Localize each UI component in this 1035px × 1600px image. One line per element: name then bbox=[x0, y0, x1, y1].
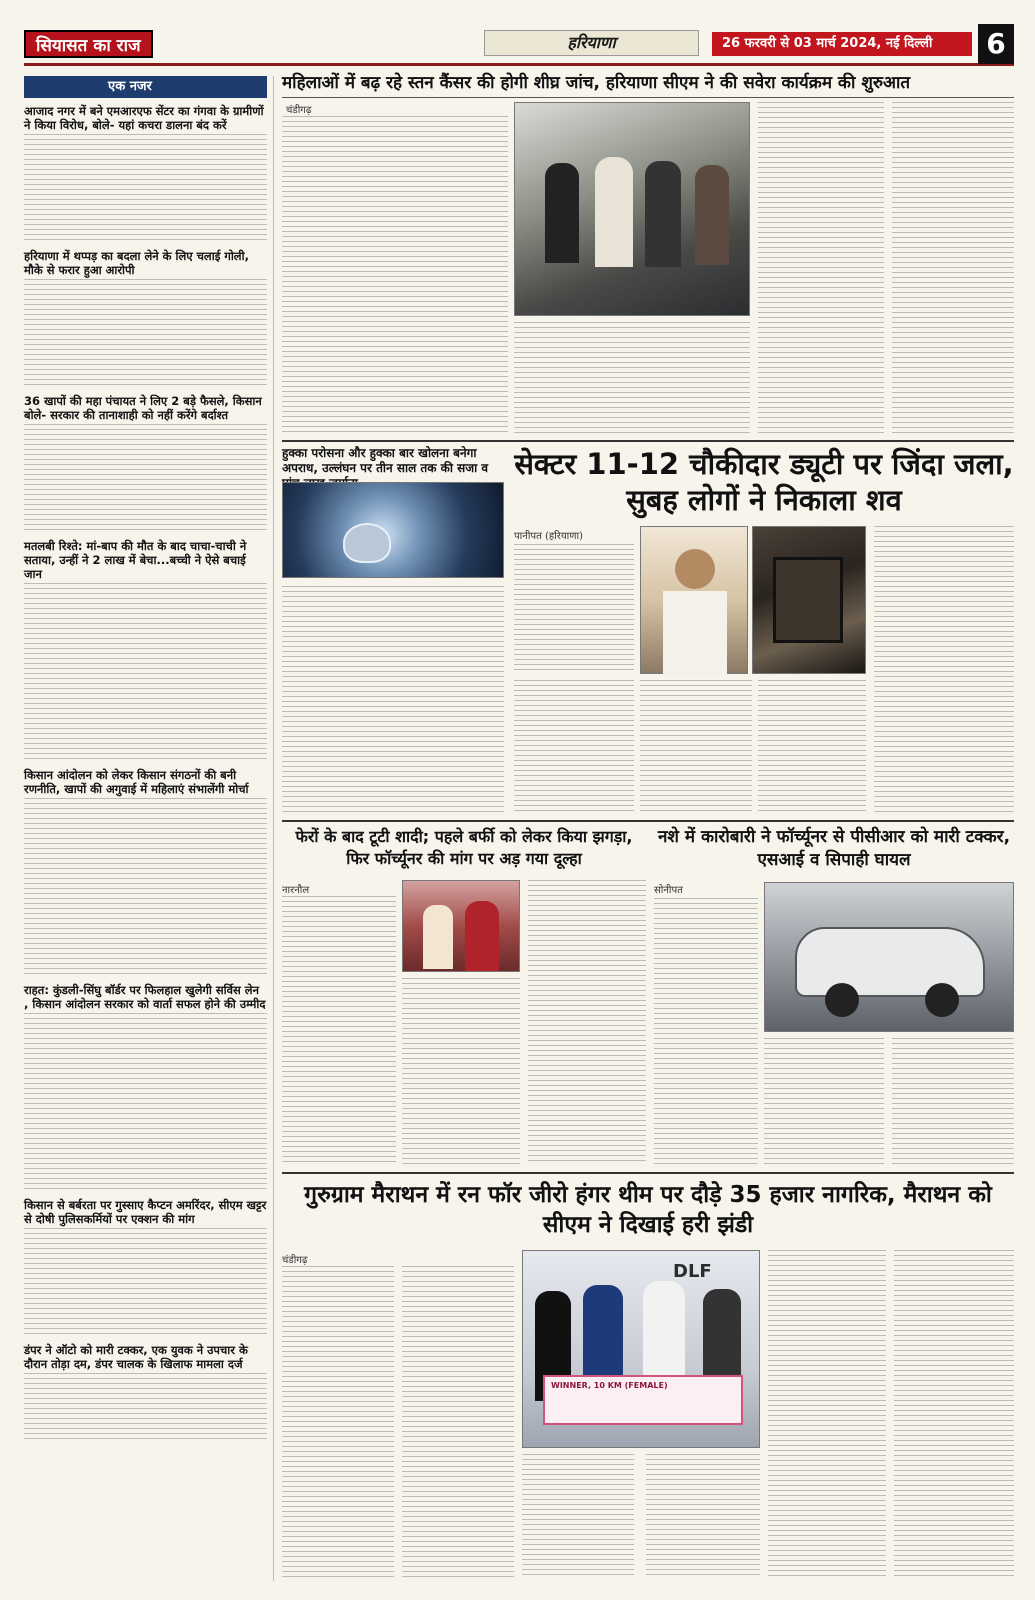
article-body bbox=[402, 978, 520, 1164]
brief-body bbox=[24, 798, 267, 908]
section-name: हरियाणा bbox=[484, 30, 699, 56]
brief-item bbox=[24, 539, 267, 763]
article-body bbox=[892, 1038, 1014, 1164]
brand-logo: सियासत का राज bbox=[24, 30, 153, 58]
article-body bbox=[768, 1250, 886, 1578]
article-body bbox=[874, 526, 1014, 814]
article-hookah bbox=[282, 446, 504, 816]
headline: फेरों के बाद टूटी शादी; पहले बर्फी को लेकर किया झगड़ा, फिर फॉर्च्यूनर की मांग पर अड़ गया दूल्हा bbox=[295, 827, 633, 868]
brief-body bbox=[24, 693, 267, 763]
dateline: चंडीगढ़ bbox=[282, 1255, 308, 1266]
article-body bbox=[654, 898, 758, 1164]
article-body bbox=[522, 1454, 634, 1578]
article-marathon bbox=[282, 1180, 1014, 1580]
article-crash bbox=[654, 826, 1014, 1166]
article-body bbox=[892, 102, 1014, 434]
brief-headline: मतलबी रिश्ते: मां-बाप की मौत के बाद चाचा-चाची ने सताया, उन्हीं ने 2 लाख में बेचा...बच्ची ने ऐसे बचाई जान bbox=[24, 539, 247, 581]
article-body bbox=[402, 1266, 514, 1578]
dateline: पानीपत (हरियाणा) bbox=[514, 531, 583, 542]
burnt-room-photo bbox=[752, 526, 866, 674]
brief-body bbox=[24, 424, 267, 534]
brief-body bbox=[24, 279, 267, 389]
event-photo bbox=[514, 102, 750, 316]
brief-headline: किसान से बर्बरता पर गुस्साए कैप्टन अमरिंदर, सीएम खट्टर से दोषी पुलिसकर्मियों पर एक्शन की मांग bbox=[24, 1198, 267, 1226]
article-body bbox=[514, 680, 634, 814]
brief-headline: राहत: कुंडली-सिंघु बॉर्डर पर फिलहाल खुलेगी सर्विस लेन , किसान आंदोलन सरकार को वार्ता सफल होने की उम्मीद bbox=[24, 983, 266, 1011]
article-wedding bbox=[282, 826, 646, 1166]
brief-item bbox=[24, 1198, 267, 1338]
brief-headline: किसान आंदोलन को लेकर किसान संगठनों की बनी रणनीति, खापों की अगुवाई में महिलाएं संभालेंगी मोर्चा bbox=[24, 768, 249, 796]
article-body bbox=[514, 544, 634, 674]
brief-body bbox=[24, 134, 267, 244]
article-body bbox=[758, 102, 884, 434]
headline: सेक्टर 11-12 चौकीदार ड्यूटी पर जिंदा जला, सुबह लोगों ने निकाला शव bbox=[514, 447, 1014, 517]
article-body bbox=[282, 116, 508, 434]
brief-item bbox=[24, 104, 267, 244]
article-cancer bbox=[282, 72, 1014, 438]
brief-item bbox=[24, 394, 267, 534]
briefs-column bbox=[24, 76, 274, 1581]
article-chowkidar bbox=[514, 446, 1014, 816]
headline: हुक्का परोसना और हुक्का बार खोलना बनेगा अपराध, उल्लंघन पर तीन साल तक की सजा व bbox=[282, 446, 489, 475]
brief-body bbox=[24, 1123, 267, 1193]
article-body bbox=[282, 1266, 394, 1578]
article-body bbox=[640, 680, 752, 814]
brief-headline: हरियाणा में थप्पड़ का बदला लेने के लिए चलाई गोली, मौके से फरार हुआ आरोपी bbox=[24, 249, 249, 277]
headline: नशे में कारोबारी ने फॉर्च्यूनर से पीसीआर को मारी टक्कर, एसआई व सिपाही घायल bbox=[657, 827, 1011, 870]
hookah-photo bbox=[282, 482, 504, 578]
article-body bbox=[646, 1454, 760, 1578]
brief-body bbox=[24, 908, 267, 978]
briefs-heading: एक नजर bbox=[24, 76, 267, 98]
section-divider bbox=[282, 1172, 1014, 1174]
brief-headline: आजाद नगर में बने एमआरएफ सेंटर का गंगवा के ग्रामीणों ने किया विरोध, बोले- यहां कचरा डालना बंद करें bbox=[24, 104, 264, 132]
brief-body bbox=[24, 1373, 267, 1443]
masthead bbox=[24, 24, 1014, 66]
article-body bbox=[894, 1250, 1014, 1578]
brief-item bbox=[24, 768, 267, 978]
sponsor-banner: DLF bbox=[673, 1261, 712, 1282]
page-number: 6 bbox=[978, 24, 1014, 64]
brief-body bbox=[24, 1013, 267, 1123]
article-body bbox=[282, 896, 396, 1164]
dateline: नारनौल bbox=[282, 885, 310, 896]
dateline: सोनीपत bbox=[654, 885, 683, 896]
headline: महिलाओं में बढ़ रहे स्तन कैंसर की होगी शीघ्र जांच, हरियाणा सीएम ने की सवेरा कार्यक्रम की शुरुआत bbox=[282, 72, 1014, 98]
chowkidar-photo bbox=[640, 526, 748, 674]
brief-body bbox=[24, 1228, 267, 1338]
brief-headline: डंपर ने ऑटो को मारी टक्कर, एक युवक ने उपचार के दौरान तोड़ा दम, डंपर चालक के खिलाफ मामला दर्ज bbox=[24, 1343, 248, 1371]
dateline: चंडीगढ़ bbox=[286, 105, 312, 116]
brief-item bbox=[24, 983, 267, 1193]
brief-body bbox=[24, 583, 267, 693]
brief-item bbox=[24, 249, 267, 389]
prize-cheque bbox=[543, 1375, 743, 1425]
brief-item bbox=[24, 1343, 267, 1443]
marathon-award-photo bbox=[522, 1250, 760, 1448]
section-divider bbox=[282, 440, 1014, 442]
headline: गुरुग्राम मैराथन में रन फॉर जीरो हंगर थीम पर दौड़े 35 हजार नागरिक, मैराथन को सीएम ने दिखाई हरी झंडी bbox=[304, 1182, 992, 1238]
wedding-photo bbox=[402, 880, 520, 972]
brief-headline: 36 खापों की महा पंचायत ने लिए 2 बड़े फैसले, किसान बोले- सरकार की तानाशाही को नहीं करेंगे बर्दाश्त bbox=[24, 394, 262, 422]
article-body bbox=[764, 1038, 884, 1164]
article-body bbox=[514, 322, 750, 434]
article-body bbox=[282, 586, 504, 814]
article-body bbox=[528, 880, 646, 1164]
issue-date: 26 फरवरी से 03 मार्च 2024, नई दिल्ली bbox=[712, 32, 972, 56]
cheque-label: WINNER, 10 KM (FEMALE) bbox=[551, 1381, 668, 1390]
section-divider bbox=[282, 820, 1014, 822]
damaged-car-photo bbox=[764, 882, 1014, 1032]
article-body bbox=[758, 680, 866, 814]
